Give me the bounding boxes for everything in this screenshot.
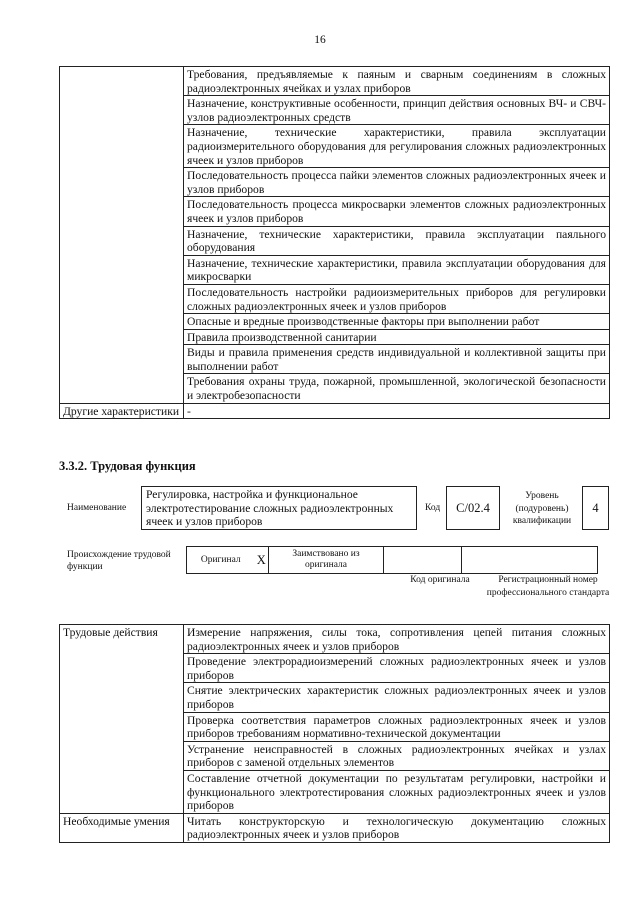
table-row bbox=[60, 625, 610, 654]
code-value: С/02.4 bbox=[456, 500, 490, 515]
original-label: Оригинал bbox=[187, 547, 255, 574]
section-heading: 3.3.2. Трудовая функция bbox=[59, 459, 196, 473]
code-label: Код bbox=[425, 503, 441, 513]
knowledge-item: Назначение, технические характеристики, правила эксплуатации радиоизмерительного оборудования для регулирования сложных радиоэлектронных ячеек и узлов приборов bbox=[184, 125, 610, 168]
knowledge-item: Последовательность процесса пайки элементов сложных радиоэлектронных ячеек и узлов приборов bbox=[184, 168, 610, 197]
level-box bbox=[582, 486, 609, 530]
origin-table bbox=[186, 546, 598, 574]
function-name-box bbox=[141, 486, 417, 530]
labor-action-item: Снятие электрических характеристик сложных радиоэлектронных ячеек и узлов приборов bbox=[184, 683, 610, 712]
labor-action-item: Измерение напряжения, силы тока, сопротивления цепей питания сложных радиоэлектронных ячеек и узлов приборов bbox=[184, 625, 610, 654]
origin-label: Происхождение трудовой функции bbox=[67, 550, 171, 572]
knowledge-item: Требования, предъявляемые к паяным и сварным соединениям в сложных радиоэлектронных ячейках и узлах приборов bbox=[184, 67, 610, 96]
original-code-cell bbox=[384, 547, 462, 574]
level-label: Уровень (подуровень) квалификации bbox=[512, 491, 572, 526]
label-cell-empty bbox=[60, 67, 184, 404]
knowledge-item: Назначение, технические характеристики, правила эксплуатации оборудования для микросварки bbox=[184, 255, 610, 284]
knowledge-item: Правила производственной санитарии bbox=[184, 329, 610, 345]
knowledge-item: Назначение, конструктивные особенности, принцип действия основных ВЧ- и СВЧ-узлов радиоэлектронных средств bbox=[184, 96, 610, 125]
other-characteristics-label: Другие характеристики bbox=[60, 403, 184, 419]
skills-label: Необходимые умения bbox=[60, 813, 184, 842]
original-mark: X bbox=[255, 547, 269, 574]
page-number: 16 bbox=[314, 34, 326, 46]
table-row bbox=[60, 403, 610, 419]
level-value: 4 bbox=[592, 500, 599, 515]
knowledge-item: Виды и правила применения средств индивидуальной и коллективной защиты при выполнении работ bbox=[184, 345, 610, 374]
labor-action-item: Составление отчетной документации по результатам регулировки, настройки и функционального электротестирования сложных радиоэлектронных ячеек и узлов приборов bbox=[184, 770, 610, 813]
labor-actions-table bbox=[59, 624, 610, 843]
other-characteristics-value: - bbox=[184, 403, 610, 419]
labor-action-item: Проведение электрорадиоизмерений сложных радиоэлектронных ячеек и узлов приборов bbox=[184, 654, 610, 683]
code-box bbox=[446, 486, 500, 530]
table-row bbox=[187, 547, 598, 574]
table-row bbox=[60, 813, 610, 842]
knowledge-item: Назначение, технические характеристики, правила эксплуатации паяльного оборудования bbox=[184, 226, 610, 255]
borrowed-label: Заимствовано из оригинала bbox=[269, 547, 384, 574]
labor-actions-label: Трудовые действия bbox=[60, 625, 184, 814]
registration-number-cell bbox=[462, 547, 598, 574]
function-name: Регулировка, настройка и функциональное электротестирование сложных радиоэлектронных ячеек и узлов приборов bbox=[146, 488, 394, 528]
knowledge-item: Последовательность настройки радиоизмерительных приборов для регулировки сложных радиоэлектронных ячеек и узлов приборов bbox=[184, 284, 610, 313]
knowledge-item: Последовательность процесса микросварки элементов сложных радиоэлектронных ячеек и узлов приборов bbox=[184, 197, 610, 226]
table-row bbox=[60, 67, 610, 96]
knowledge-item: Требования охраны труда, пожарной, промышленной, экологической безопасности и электробезопасности bbox=[184, 374, 610, 403]
registration-caption: Регистрационный номер профессионального стандарта bbox=[486, 575, 610, 598]
knowledge-table bbox=[59, 66, 610, 419]
skill-item: Читать конструкторскую и технологическую документацию сложных радиоэлектронных ячеек и узлов приборов bbox=[184, 813, 610, 842]
labor-action-item: Устранение неисправностей в сложных радиоэлектронных ячейках и узлах приборов с заменой отдельных элементов bbox=[184, 741, 610, 770]
labor-action-item: Проверка соответствия параметров сложных радиоэлектронных ячеек и узлов приборов требованиям нормативно-технической документации bbox=[184, 712, 610, 741]
original-code-caption: Код оригинала bbox=[410, 575, 470, 585]
knowledge-item: Опасные и вредные производственные факторы при выполнении работ bbox=[184, 314, 610, 330]
name-label: Наименование bbox=[67, 503, 127, 513]
